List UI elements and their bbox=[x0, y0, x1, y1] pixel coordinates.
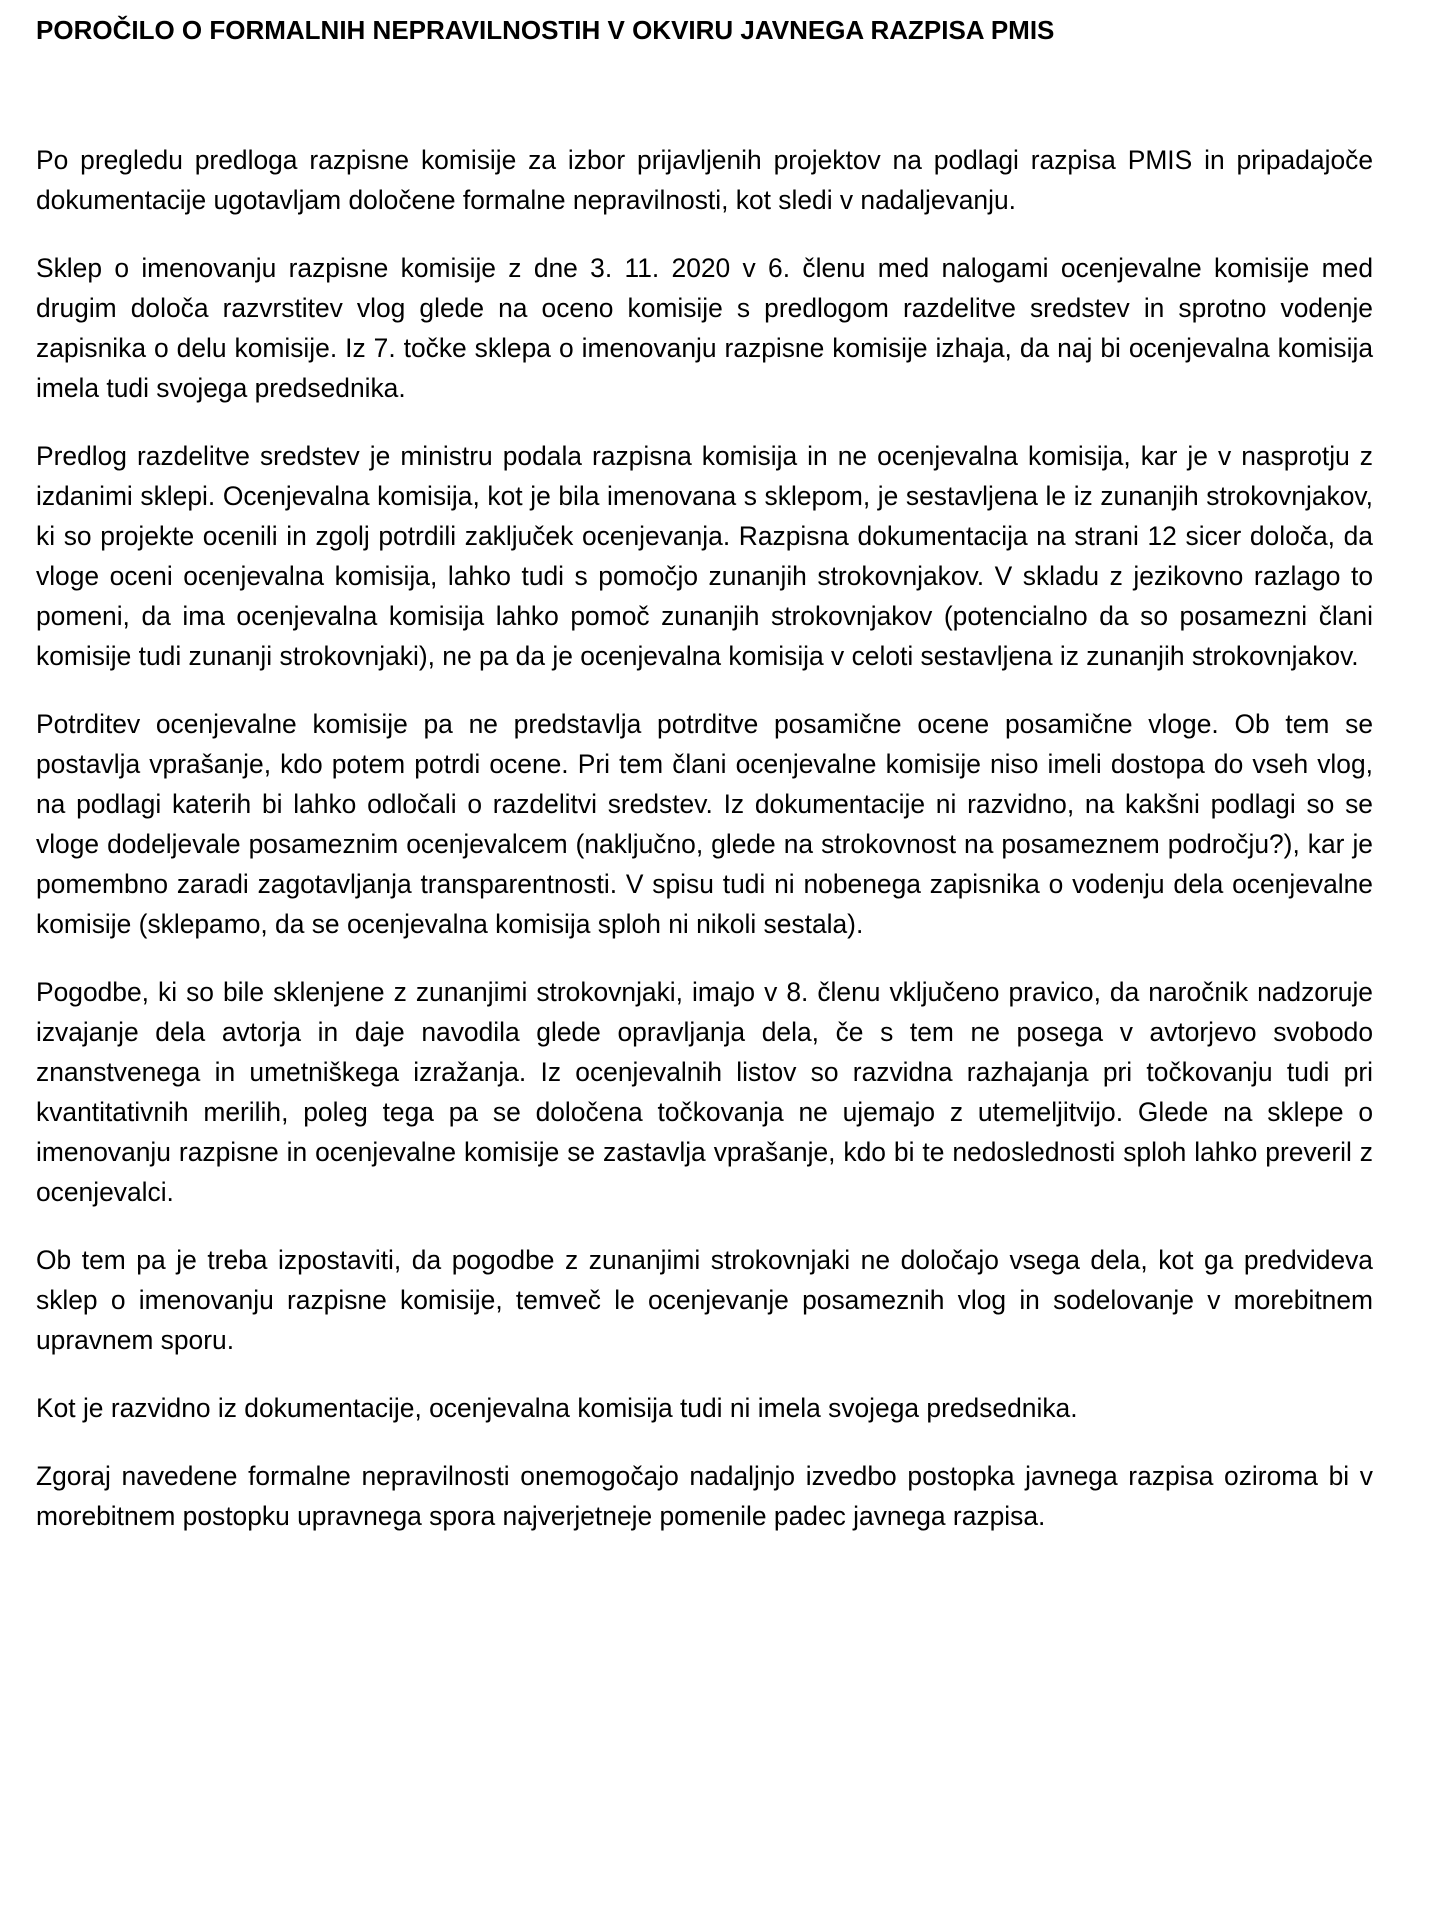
document-title: POROČILO O FORMALNIH NEPRAVILNOSTIH V OKVIRU JAVNEGA RAZPISA PMIS bbox=[36, 15, 1055, 45]
paragraph-intro: Po pregledu predloga razpisne komisije za izbor prijavljenih projektov na podlagi razpisa PMIS in pripadajoče dokumentacije ugotavljam določene formalne nepravilnosti, kot sledi v nadaljevanju. bbox=[36, 145, 1373, 215]
paragraph-sklep-komisije: Sklep o imenovanju razpisne komisije z dne 3. 11. 2020 v 6. členu med nalogami ocenjevalne komisije med drugim določa razvrstitev vlog glede na oceno komisije s predlogom razdelitve sredstev in sprotno vodenje zapisnika o delu komisije. Iz 7. točke sklepa o imenovanju razpisne komisije izhaja, da naj bi ocenjevalna komisija imela tudi svojega predsednika. bbox=[36, 253, 1373, 403]
document-body bbox=[36, 140, 1373, 1536]
document-page bbox=[36, 0, 1373, 1564]
paragraph-predsednik: Kot je razvidno iz dokumentacije, ocenjevalna komisija tudi ni imela svojega predsednika. bbox=[36, 1393, 1078, 1423]
paragraph-predlog-razdelitve: Predlog razdelitve sredstev je ministru podala razpisna komisija in ne ocenjevalna komisija, kar je v nasprotju z izdanimi sklepi. Ocenjevalna komisija, kot je bila imenovana s sklepom, je sestavljena le iz zunanjih strokovnjakov, ki so projekte ocenili in zgolj potrdili zaključek ocenjevanja. Razpisna dokumentacija na strani 12 sicer določa, da vloge oceni ocenjevalna komisija, lahko tudi s pomočjo zunanjih strokovnjakov. V skladu z jezikovno razlago to pomeni, da ima ocenjevalna komisija lahko pomoč zunanjih strokovnjakov (potencialno da so posamezni člani komisije tudi zunanji strokovnjaki), ne pa da je ocenjevalna komisija v celoti sestavljena iz zunanjih strokovnjakov. bbox=[36, 441, 1373, 671]
paragraph-obseg-pogodb: Ob tem pa je treba izpostaviti, da pogodbe z zunanjimi strokovnjaki ne določajo vsega dela, kot ga predvideva sklep o imenovanju razpisne komisije, temveč le ocenjevanje posameznih vlog in sodelovanje v morebitnem upravnem sporu. bbox=[36, 1245, 1373, 1355]
paragraph-pogodbe: Pogodbe, ki so bile sklenjene z zunanjimi strokovnjaki, imajo v 8. členu vključeno pravico, da naročnik nadzoruje izvajanje dela avtorja in daje navodila glede opravljanja dela, če s tem ne posega v avtorjevo svobodo znanstvenega in umetniškega izražanja. Iz ocenjevalnih listov so razvidna razhajanja pri točkovanju tudi pri kvantitativnih merilih, poleg tega pa se določena točkovanja ne ujemajo z utemeljitvijo. Glede na sklepe o imenovanju razpisne in ocenjevalne komisije se zastavlja vprašanje, kdo bi te nedoslednosti sploh lahko preveril z ocenjevalci. bbox=[36, 977, 1373, 1207]
paragraph-zakljucek: Zgoraj navedene formalne nepravilnosti onemogočajo nadaljnjo izvedbo postopka javnega razpisa oziroma bi v morebitnem postopku upravnega spora najverjetneje pomenile padec javnega razpisa. bbox=[36, 1461, 1373, 1531]
paragraph-potrditev-ocen: Potrditev ocenjevalne komisije pa ne predstavlja potrditve posamične ocene posamične vloge. Ob tem se postavlja vprašanje, kdo potem potrdi ocene. Pri tem člani ocenjevalne komisije niso imeli dostopa do vseh vlog, na podlagi katerih bi lahko odločali o razdelitvi sredstev. Iz dokumentacije ni razvidno, na kakšni podlagi so se vloge dodeljevale posameznim ocenjevalcem (naključno, glede na strokovnost na posameznem področju?), kar je pomembno zaradi zagotavljanja transparentnosti. V spisu tudi ni nobenega zapisnika o vodenju dela ocenjevalne komisije (sklepamo, da se ocenjevalna komisija sploh ni nikoli sestala). bbox=[36, 709, 1373, 939]
